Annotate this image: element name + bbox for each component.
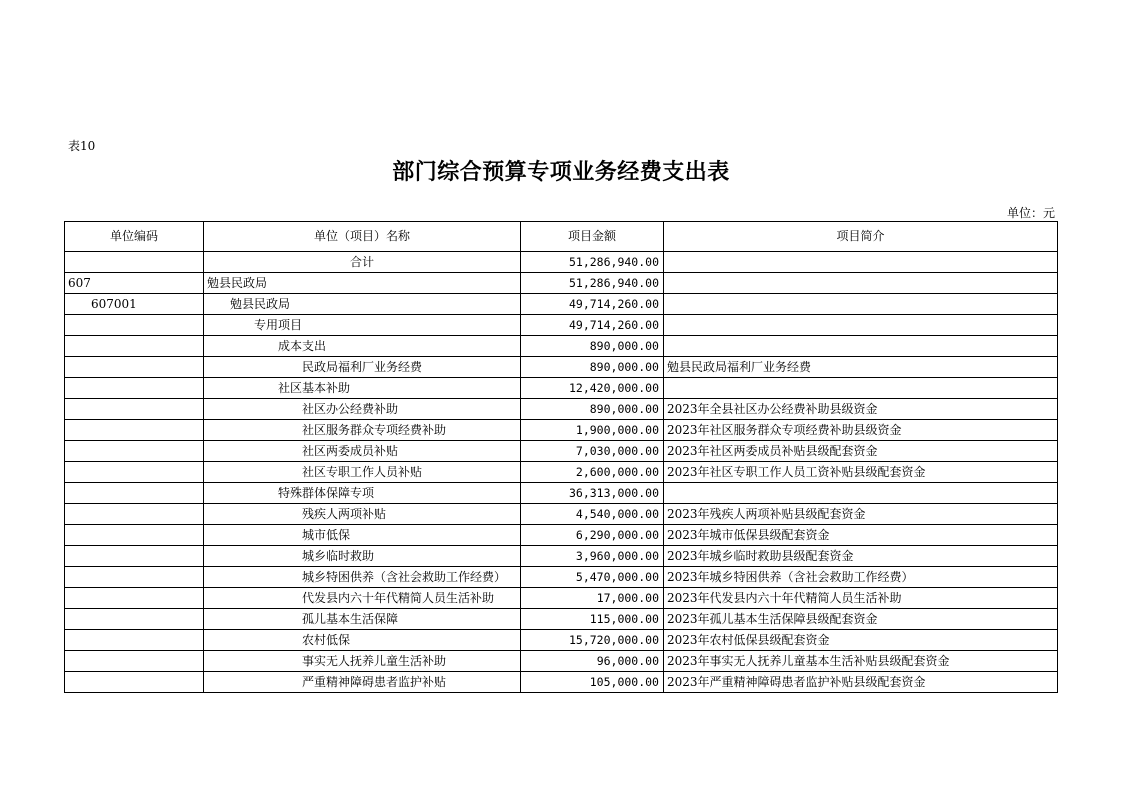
table-row xyxy=(65,504,1058,525)
unit-name-cell: 勉县民政局 xyxy=(204,273,521,294)
amount-cell: 15,720,000.00 xyxy=(521,630,664,651)
table-header-row xyxy=(65,222,1058,252)
unit-code-cell xyxy=(65,378,204,399)
unit-name-cell: 社区两委成员补贴 xyxy=(204,441,521,462)
table-row xyxy=(65,462,1058,483)
table-row xyxy=(65,483,1058,504)
table-row xyxy=(65,630,1058,651)
unit-code-cell xyxy=(65,441,204,462)
description-cell: 2023年孤儿基本生活保障县级配套资金 xyxy=(664,609,1058,630)
unit-name-cell: 代发县内六十年代精简人员生活补助 xyxy=(204,588,521,609)
description-cell: 2023年社区服务群众专项经费补助县级资金 xyxy=(664,420,1058,441)
amount-cell: 7,030,000.00 xyxy=(521,441,664,462)
unit-code-cell xyxy=(65,672,204,693)
unit-name-cell: 专用项目 xyxy=(204,315,521,336)
unit-code-cell xyxy=(65,420,204,441)
description-cell xyxy=(664,336,1058,357)
description-cell: 2023年残疾人两项补贴县级配套资金 xyxy=(664,504,1058,525)
unit-name-cell: 农村低保 xyxy=(204,630,521,651)
amount-cell: 96,000.00 xyxy=(521,651,664,672)
unit-code-cell xyxy=(65,546,204,567)
unit-name-cell: 残疾人两项补贴 xyxy=(204,504,521,525)
unit-code-cell xyxy=(65,609,204,630)
description-cell xyxy=(664,294,1058,315)
table-row xyxy=(65,273,1058,294)
table-number-label: 表10 xyxy=(68,139,96,153)
description-cell xyxy=(664,483,1058,504)
description-cell: 2023年农村低保县级配套资金 xyxy=(664,630,1058,651)
description-cell: 2023年城乡特困供养（含社会救助工作经费） xyxy=(664,567,1058,588)
description-cell: 勉县民政局福利厂业务经费 xyxy=(664,357,1058,378)
description-cell xyxy=(664,378,1058,399)
unit-name-cell: 社区专职工作人员补贴 xyxy=(204,462,521,483)
amount-cell: 890,000.00 xyxy=(521,399,664,420)
unit-code-cell xyxy=(65,651,204,672)
unit-code-cell xyxy=(65,567,204,588)
header-description: 项目简介 xyxy=(664,222,1058,252)
table-row xyxy=(65,420,1058,441)
description-cell xyxy=(664,252,1058,273)
header-unit-name: 单位（项目）名称 xyxy=(204,222,521,252)
table-row xyxy=(65,357,1058,378)
amount-cell: 12,420,000.00 xyxy=(521,378,664,399)
unit-code-cell xyxy=(65,630,204,651)
unit-code-cell xyxy=(65,483,204,504)
unit-name-cell: 勉县民政局 xyxy=(204,294,521,315)
amount-cell: 105,000.00 xyxy=(521,672,664,693)
unit-code-cell xyxy=(65,357,204,378)
page-title: 部门综合预算专项业务经费支出表 xyxy=(392,160,730,185)
amount-cell: 17,000.00 xyxy=(521,588,664,609)
description-cell: 2023年城市低保县级配套资金 xyxy=(664,525,1058,546)
table-row xyxy=(65,399,1058,420)
description-cell: 2023年社区专职工作人员工资补贴县级配套资金 xyxy=(664,462,1058,483)
unit-name-cell: 社区基本补助 xyxy=(204,378,521,399)
description-cell xyxy=(664,315,1058,336)
amount-cell: 49,714,260.00 xyxy=(521,294,664,315)
unit-name-cell: 社区办公经费补助 xyxy=(204,399,521,420)
description-cell: 2023年社区两委成员补贴县级配套资金 xyxy=(664,441,1058,462)
description-cell: 2023年城乡临时救助县级配套资金 xyxy=(664,546,1058,567)
description-cell: 2023年代发县内六十年代精简人员生活补助 xyxy=(664,588,1058,609)
amount-cell: 51,286,940.00 xyxy=(521,273,664,294)
header-unit-code: 单位编码 xyxy=(65,222,204,252)
unit-name-cell: 城市低保 xyxy=(204,525,521,546)
amount-cell: 3,960,000.00 xyxy=(521,546,664,567)
unit-name-cell: 严重精神障碍患者监护补贴 xyxy=(204,672,521,693)
unit-code-cell xyxy=(65,462,204,483)
unit-name-cell: 事实无人抚养儿童生活补助 xyxy=(204,651,521,672)
table-row xyxy=(65,651,1058,672)
unit-name-cell: 孤儿基本生活保障 xyxy=(204,609,521,630)
amount-cell: 51,286,940.00 xyxy=(521,252,664,273)
table-row xyxy=(65,609,1058,630)
table-row xyxy=(65,525,1058,546)
amount-cell: 49,714,260.00 xyxy=(521,315,664,336)
amount-cell: 2,600,000.00 xyxy=(521,462,664,483)
table-row xyxy=(65,588,1058,609)
header-amount: 项目金额 xyxy=(521,222,664,252)
table-row xyxy=(65,672,1058,693)
unit-name-cell: 特殊群体保障专项 xyxy=(204,483,521,504)
unit-code-cell xyxy=(65,252,204,273)
table-row xyxy=(65,441,1058,462)
table-row xyxy=(65,567,1058,588)
description-cell: 2023年全县社区办公经费补助县级资金 xyxy=(664,399,1058,420)
unit-name-cell: 民政局福利厂业务经费 xyxy=(204,357,521,378)
unit-label: 单位：元 xyxy=(1006,206,1055,220)
unit-name-cell: 成本支出 xyxy=(204,336,521,357)
unit-name-cell: 城乡临时救助 xyxy=(204,546,521,567)
unit-name-cell: 合计 xyxy=(204,252,521,273)
unit-code-cell: 607001 xyxy=(65,294,204,315)
table-row xyxy=(65,378,1058,399)
table-row xyxy=(65,336,1058,357)
amount-cell: 5,470,000.00 xyxy=(521,567,664,588)
unit-code-cell xyxy=(65,504,204,525)
unit-code-cell xyxy=(65,336,204,357)
table-row xyxy=(65,546,1058,567)
unit-code-cell xyxy=(65,315,204,336)
description-cell: 2023年事实无人抚养儿童基本生活补贴县级配套资金 xyxy=(664,651,1058,672)
amount-cell: 6,290,000.00 xyxy=(521,525,664,546)
amount-cell: 115,000.00 xyxy=(521,609,664,630)
amount-cell: 1,900,000.00 xyxy=(521,420,664,441)
table-row xyxy=(65,315,1058,336)
description-cell xyxy=(664,273,1058,294)
unit-code-cell: 607 xyxy=(65,273,204,294)
table-row xyxy=(65,294,1058,315)
unit-name-cell: 社区服务群众专项经费补助 xyxy=(204,420,521,441)
amount-cell: 4,540,000.00 xyxy=(521,504,664,525)
unit-code-cell xyxy=(65,399,204,420)
amount-cell: 890,000.00 xyxy=(521,357,664,378)
amount-cell: 890,000.00 xyxy=(521,336,664,357)
unit-code-cell xyxy=(65,588,204,609)
description-cell: 2023年严重精神障碍患者监护补贴县级配套资金 xyxy=(664,672,1058,693)
unit-code-cell xyxy=(65,525,204,546)
table-row xyxy=(65,252,1058,273)
budget-table xyxy=(64,221,1058,693)
amount-cell: 36,313,000.00 xyxy=(521,483,664,504)
unit-name-cell: 城乡特困供养（含社会救助工作经费） xyxy=(204,567,521,588)
table-body xyxy=(65,252,1058,693)
